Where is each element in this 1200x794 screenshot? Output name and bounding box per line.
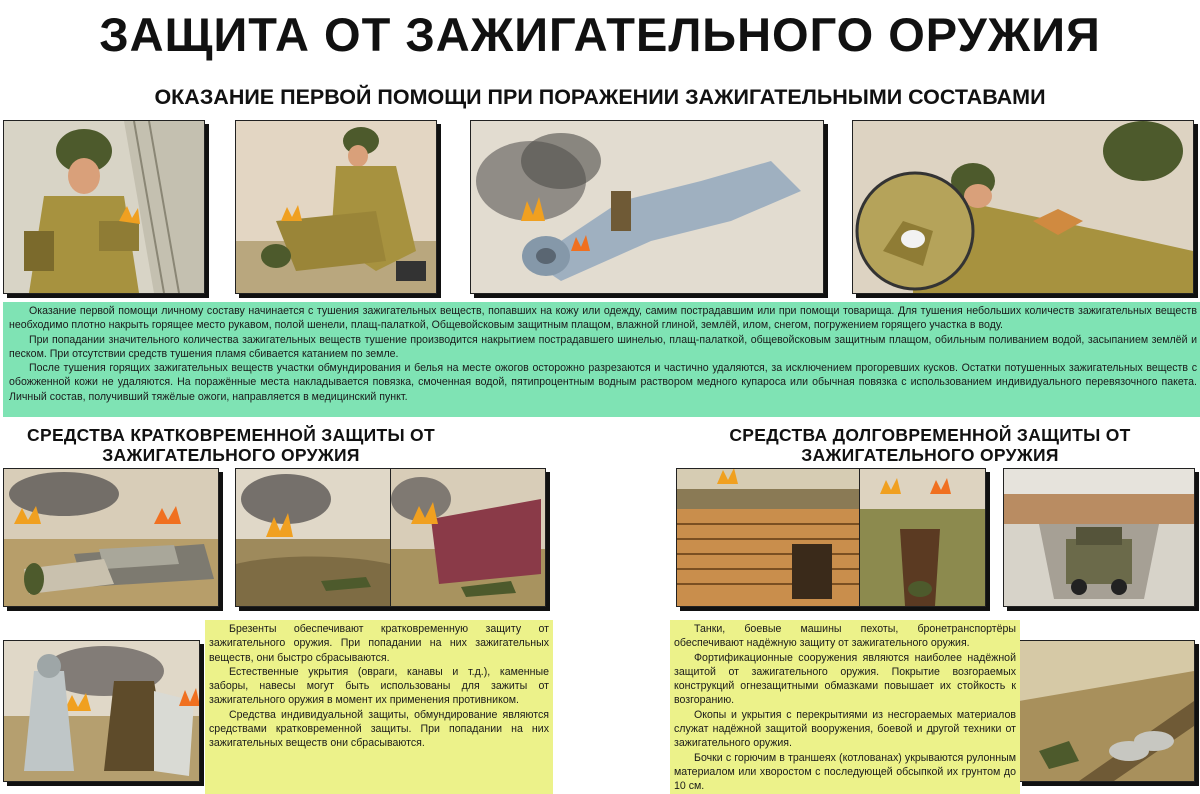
illustration-protective-suit-and-cloak [3, 640, 200, 782]
illustration-bandaging-wounded-soldier [852, 120, 1194, 294]
illustration-covering-comrade-with-cloak [235, 120, 437, 294]
short-term-text [205, 620, 553, 794]
illustration-soldier-in-ditch [235, 468, 391, 607]
illustration-vehicle-in-emplacement [1003, 468, 1195, 607]
short-term-paragraph-3: Средства индивидуальной защиты, обмундирование являются средствами кратковременной защиты. При попадании на них зажигательных веществ они сбрасываются. [209, 708, 549, 750]
long-term-text [670, 620, 1020, 794]
first-aid-paragraph-1: Оказание первой помощи личному составу начинается с тушения зажигательных веществ, попавших на кожу или одежду, самим пострадавшим или при помощи товарища. Для тушения небольших количеств зажигательных веществ необходимо плотно накрыть горящее место рукавом, полой шенели, плащ-палаткой, Общевойсковым защитным плащом, влажной глиной, землёй, илом, снегом, погружением горящего участка в воду. [9, 305, 1197, 332]
illustration-fuel-barrels-in-trench [1018, 640, 1195, 782]
long-term-heading: СРЕДСТВА ДОЛГОВРЕМЕННОЙ ЗАЩИТЫ ОТ ЗАЖИГАТЕЛЬНОГО ОРУЖИЯ [729, 425, 1131, 465]
long-term-paragraph-3: Окопы и укрытия с перекрытиями из несгораемых материалов служат надёжной защитой вооружения, боевой и другой техники от зажигательного оружия. [674, 708, 1016, 750]
first-aid-paragraph-3: После тушения горящих зажигательных веществ участки обмундирования и белья на месте ожогов осторожно разрезаются и частично удаляются, за исключением прогоревших кусков. Остатки потушенных зажигательных веществ с обожженной кожи не удаляются. На поражённые места накладывается повязка, смоченная водой, пятипроцентным водным раствором медного купароса или обычная повязка с использованием индивидуального перевязочного пакета. Личный состав, получивший тяжёлые ожоги, направляется в медицинский пункт. [9, 362, 1197, 403]
poster-title: ЗАЩИТА ОТ ЗАЖИГАТЕЛЬНОГО ОРУЖИЯ [99, 8, 1101, 61]
illustration-soldier-extinguishing-sleeve [3, 120, 205, 294]
illustration-soldier-behind-brick-wall [390, 468, 546, 607]
short-term-heading: СРЕДСТВА КРАТКОВРЕМЕННОЙ ЗАЩИТЫ ОТ ЗАЖИГАТЕЛЬНОГО ОРУЖИЯ [27, 425, 435, 465]
first-aid-paragraph-2: При попадании значительного количества зажигательных веществ тушение производится накрытием пострадавшего шинелью, плащ-палаткой, общевойсковым защитным плащом, обильным поливанием водой, засыпанием землёй и песком. При отсутствии средств тушения пламя сбивается катанием по земле. [9, 333, 1197, 360]
illustration-soldier-in-protective-suit-rolling [470, 120, 824, 294]
poster-subtitle: ОКАЗАНИЕ ПЕРВОЙ ПОМОЩИ ПРИ ПОРАЖЕНИИ ЗАЖИГАТЕЛЬНЫМИ СОСТАВАМИ [154, 85, 1046, 109]
first-aid-text [3, 302, 1200, 417]
long-term-paragraph-1: Танки, боевые машины пехоты, бронетранспортёры обеспечивают надёжную защиту от зажигательного оружия. [674, 623, 1016, 650]
illustration-tarpaulin-over-apc [3, 468, 219, 607]
short-term-paragraph-2: Естественные укрытия (овраги, канавы и т.д.), каменные заборы, навесы могут быть использованы для зажиты от зажигательного оружия в момент их применения противником. [209, 665, 549, 707]
long-term-paragraph-4: Бочки с горючим в траншеях (котлованах) укрываются рулонным материалом или хворостом с последующей обсыпкой их грунтом до 10 см. [674, 751, 1016, 793]
long-term-paragraph-2: Фортификационные сооружения являются наиболее надёжной защитой от зажигательного оружия. Покрытие возгораемых конструкций огнезащитными обмазками повышает их стойкость к возгоранию. [674, 651, 1016, 707]
short-term-paragraph-1: Брезенты обеспечивают кратковременную защиту от зажигательного оружия. При попадании на них зажигательных веществ, они быстро сбрасываются. [209, 623, 549, 664]
illustration-fortified-shelter-cross-section [676, 468, 860, 607]
illustration-trench-with-soldier [859, 468, 986, 607]
